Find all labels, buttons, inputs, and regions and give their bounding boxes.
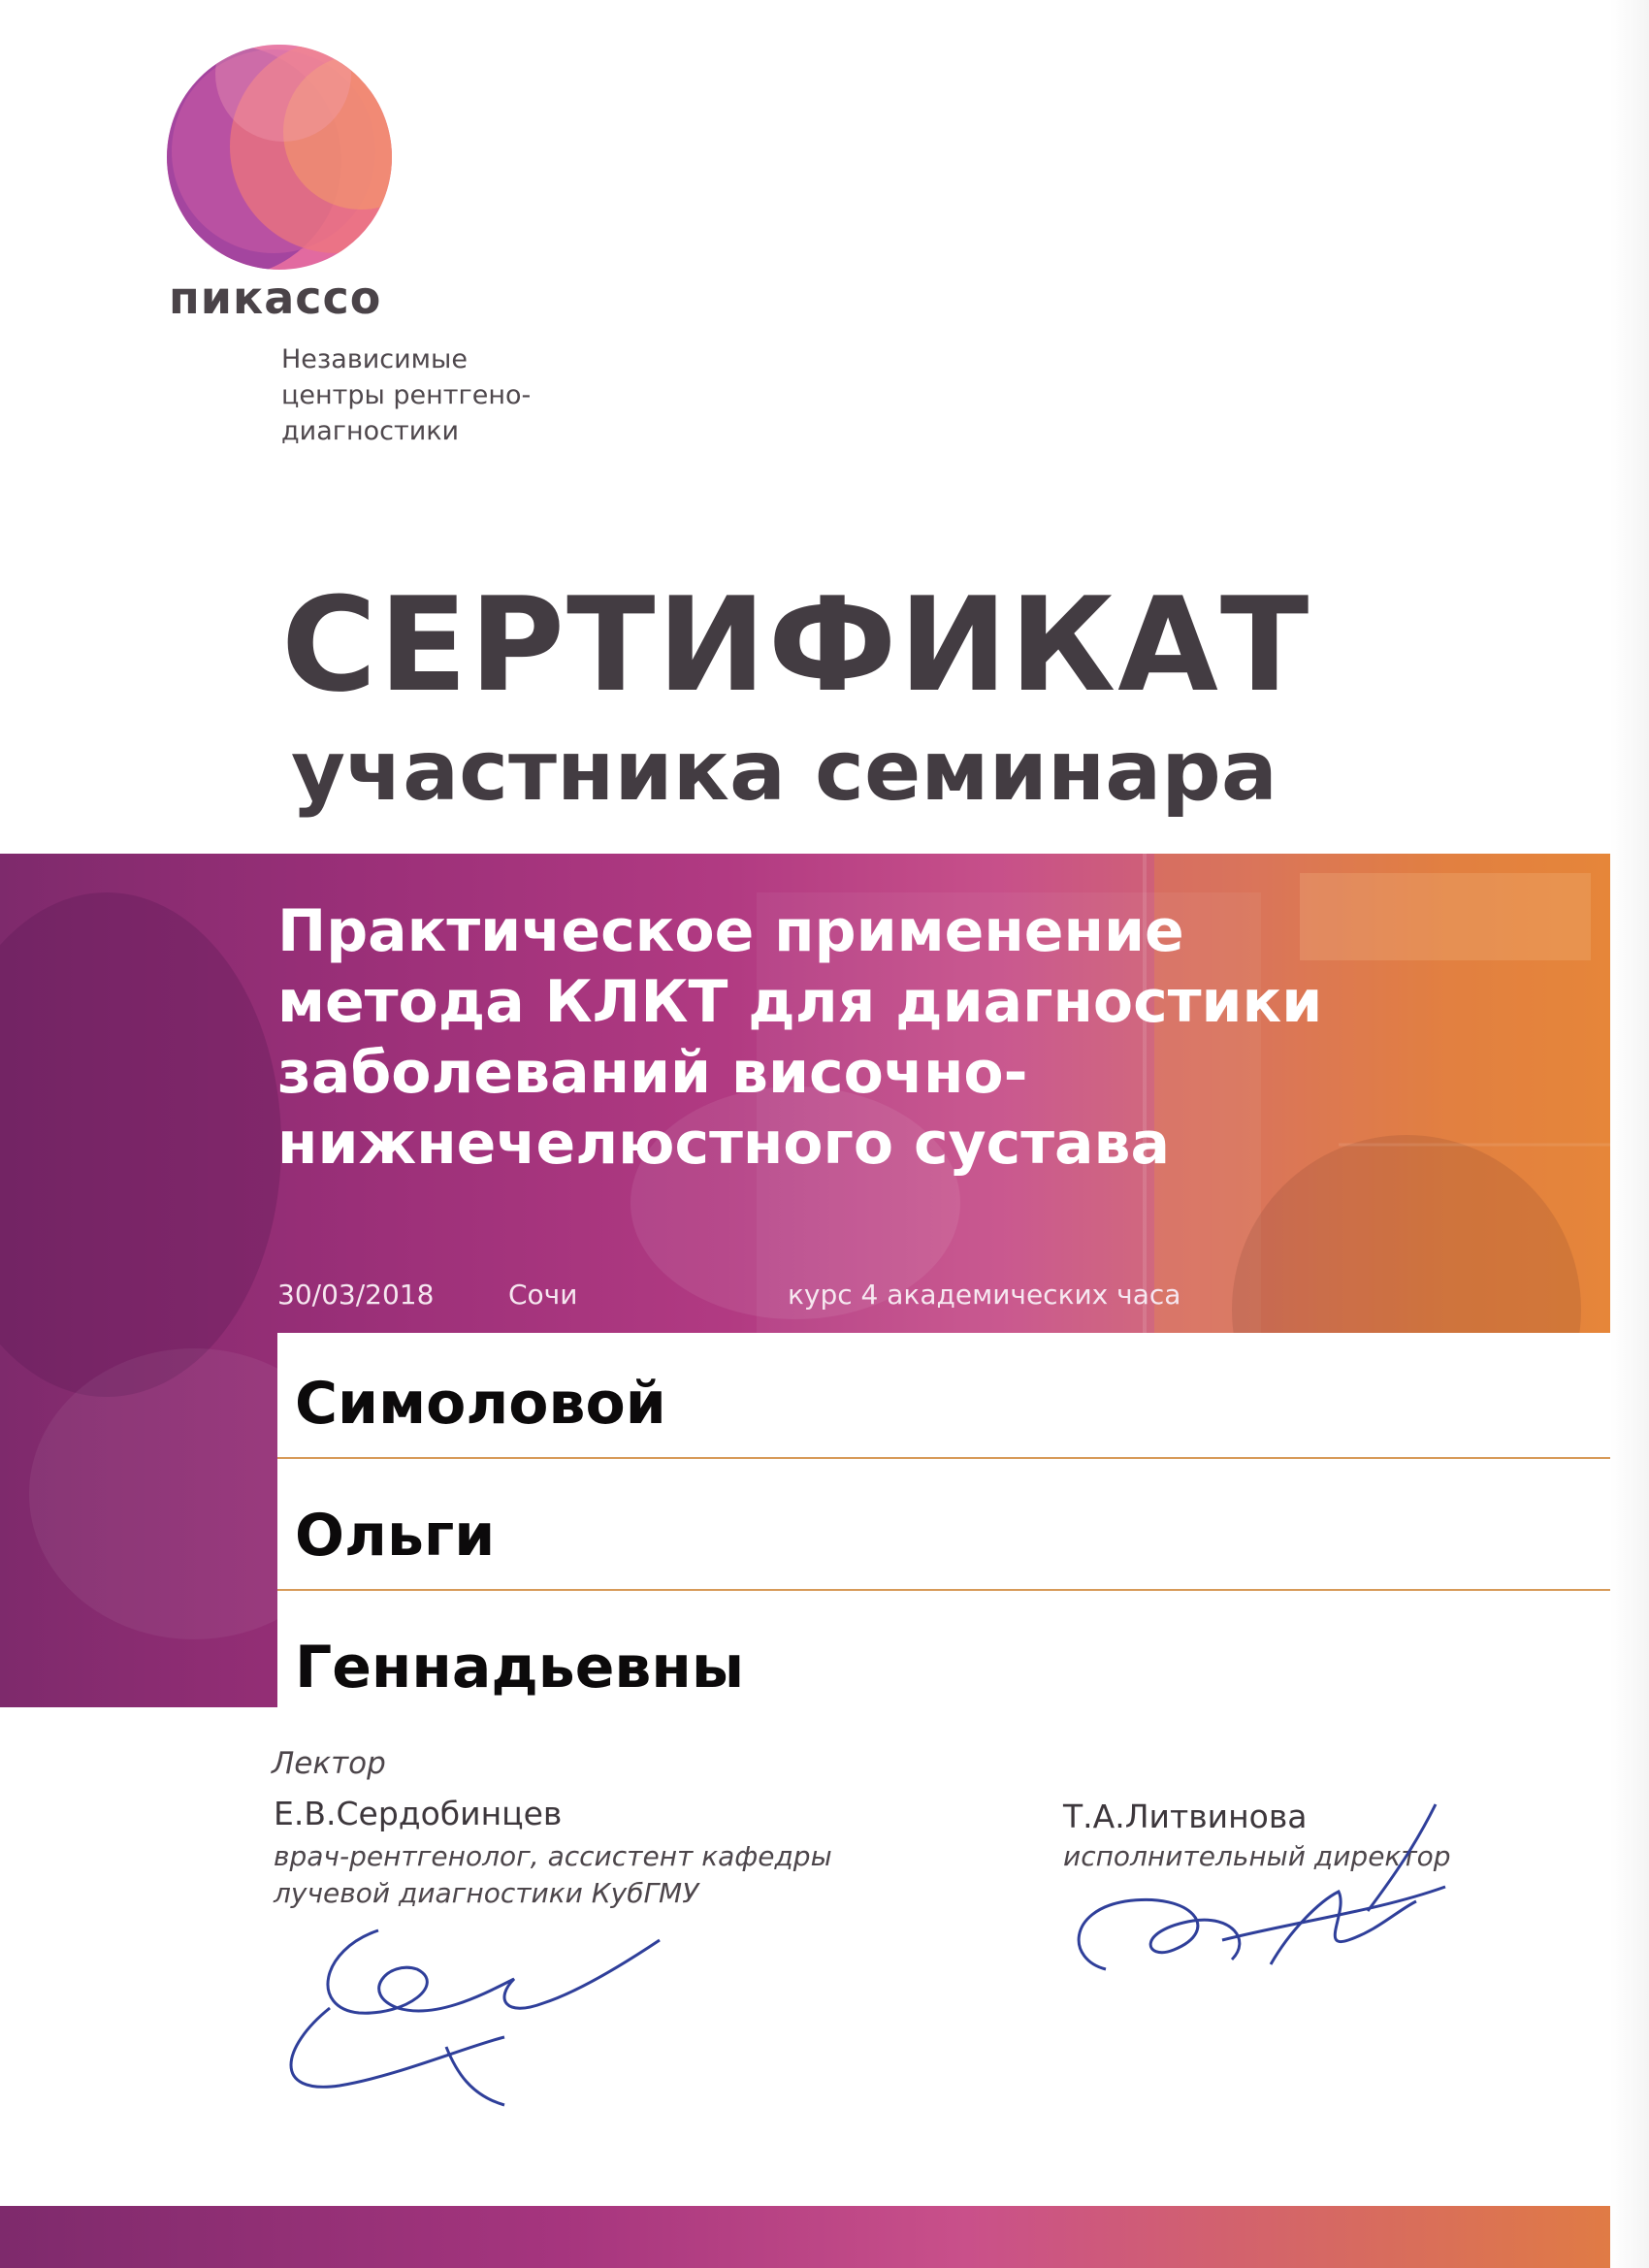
- participant-surname: Симоловой: [295, 1370, 666, 1438]
- page-edge: [1610, 0, 1649, 2268]
- lector-label: Лектор: [272, 1746, 386, 1781]
- brand-tagline-line: Независимые: [281, 344, 468, 374]
- director-signature-icon: [1028, 1795, 1474, 2008]
- brand-name: пикассо: [169, 272, 382, 324]
- seminar-title-line: метода КЛКТ для диагностики: [277, 968, 1323, 1036]
- name-line: [277, 1333, 1610, 1459]
- seminar-title-line: заболеваний височно-: [277, 1039, 1028, 1107]
- participant-patronymic: Геннадьевны: [295, 1634, 745, 1701]
- participant-name-box: [277, 1333, 1610, 1707]
- participant-first-name: Ольги: [295, 1502, 496, 1570]
- lector-signature-icon: [262, 1901, 669, 2115]
- lector-role-line: лучевой диагностики КубГМУ: [274, 1877, 699, 1909]
- seminar-title: [277, 896, 1538, 1180]
- seminar-date: 30/03/2018: [277, 1279, 435, 1311]
- brand-tagline-line: диагностики: [281, 416, 460, 446]
- seminar-title-line: нижнечелюстного сустава: [277, 1110, 1170, 1178]
- logo-circles-icon: [167, 45, 392, 270]
- seminar-course: курс 4 академических часа: [788, 1279, 1181, 1311]
- name-line: [277, 1597, 1610, 1721]
- director-name: Т.А.Литвинова: [1063, 1798, 1308, 1835]
- certificate-subtitle: участника семинара: [291, 723, 1277, 820]
- brand-tagline-line: центры рентгено-: [281, 380, 532, 410]
- lector-name: Е.В.Сердобинцев: [274, 1795, 563, 1832]
- brand-tagline: [281, 341, 572, 449]
- certificate-title: СЕРТИФИКАТ: [281, 569, 1311, 721]
- seminar-city: Сочи: [508, 1279, 578, 1311]
- lector-role-line: врач-рентгенолог, ассистент кафедры: [274, 1840, 832, 1872]
- director-role: исполнительный директор: [1063, 1840, 1451, 1872]
- seminar-title-line: Практическое применение: [277, 897, 1184, 965]
- name-line: [277, 1465, 1610, 1591]
- bottom-decor-strip: [0, 2206, 1610, 2268]
